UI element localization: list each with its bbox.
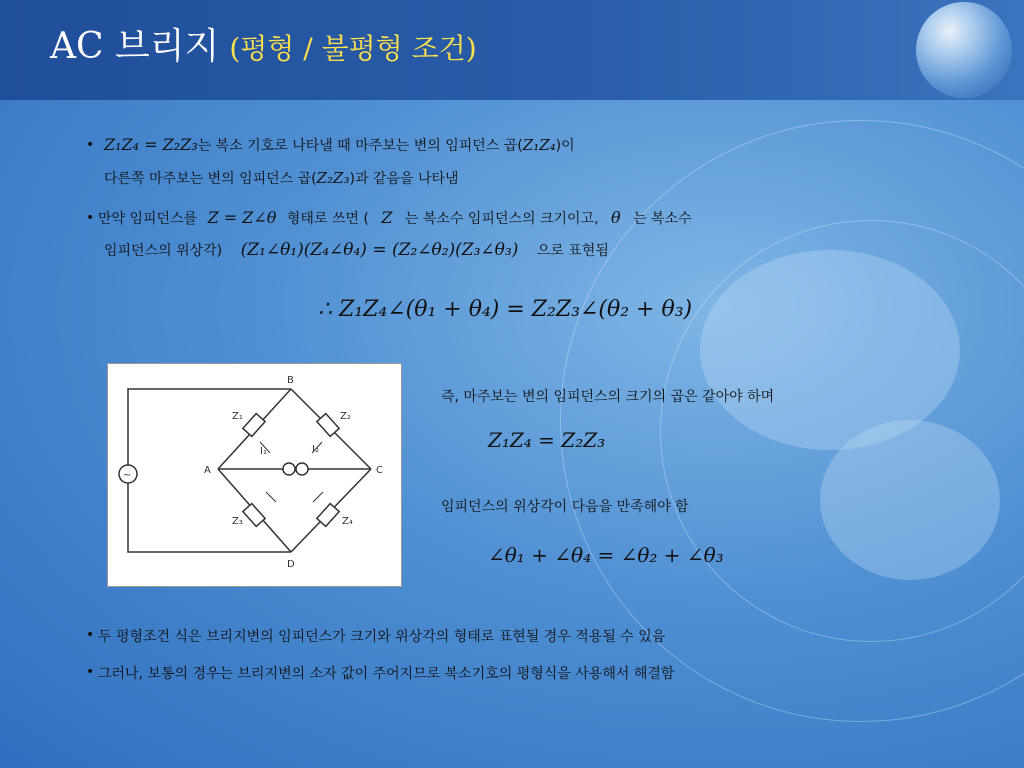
node-d-label: D [287, 559, 295, 570]
magnitude-condition-text: 즉, 마주보는 변의 임피던스의 크기의 곱은 같아야 하며 [441, 389, 775, 405]
bullet-1-line-2 [104, 168, 459, 188]
bullet-symbol: • [86, 664, 95, 680]
phase-equation: ∠θ₁ + ∠θ₄ = ∠θ₂ + ∠θ₃ [488, 543, 724, 567]
text: 만약 임피던스를 [98, 211, 198, 227]
z1-label: Z₁ [232, 411, 243, 422]
equation-balance: Z₁Z₄ = Z₂Z₃ [104, 135, 198, 154]
impedance-z3 [243, 504, 265, 527]
magnitude-equation: Z₁Z₄ = Z₂Z₃ [488, 428, 606, 452]
bullet-4: 그러나, 보통의 경우는 브리지변의 소자 값이 주어지므로 복소기호의 평형식을 사용해서 해결함 [98, 666, 675, 682]
slide-title [50, 18, 477, 69]
text: 으로 표현됨 [536, 243, 609, 259]
z4-label: Z₄ [342, 516, 353, 527]
text: )과 같음을 나타냄 [349, 171, 459, 187]
bullet-3: 두 평형조건 식은 브리지변의 임피던스가 크기와 위상각의 형태로 표현될 경우 적용될 수 있음 [98, 629, 666, 645]
z3-label: Z₃ [232, 516, 243, 527]
phase-condition-text: 임피던스의 위상각이 다음을 만족해야 함 [441, 499, 689, 515]
node-a-label: A [204, 465, 211, 476]
text: 형태로 쓰면 ( [286, 211, 369, 227]
product-z1z4: Z₁Z₄ [522, 136, 556, 154]
globe-icon [916, 2, 1012, 98]
text: )이 [555, 138, 575, 154]
bullet-symbol: • [86, 137, 95, 153]
polar-equation: (Z₁∠θ₁)(Z₄∠θ₄) = (Z₂∠θ₂)(Z₃∠θ₃) [240, 240, 519, 260]
text: 는 복소 기호로 나타낼 때 마주보는 변의 임피던스 곱( [197, 138, 523, 154]
bridge-circuit-diagram [107, 363, 402, 587]
text: 는 복소수 임피던스의 크기이고, [404, 211, 599, 227]
bullet-2-line-2 [104, 240, 609, 260]
circuit-svg [108, 364, 401, 586]
node-b-label: B [287, 375, 294, 386]
impedance-z4 [317, 504, 339, 527]
i1-label: I₁ [260, 446, 267, 457]
product-z2z3: Z₂Z₃ [316, 169, 350, 187]
impedance-form: Z = Z∠θ [207, 208, 277, 227]
bullet-symbol: • [86, 627, 95, 643]
main-equation: ∴ Z₁Z₄∠(θ₁ + θ₄) = Z₂Z₃∠(θ₂ + θ₃) [318, 297, 693, 322]
symbol-theta: θ [610, 208, 621, 227]
source-symbol: ~ [123, 470, 132, 481]
title-main: AC 브리지 [50, 26, 220, 67]
text: 다른쪽 마주보는 변의 임피던스 곱( [104, 171, 317, 187]
node-c-label: C [376, 465, 383, 476]
bullet-2-line-1 [98, 208, 692, 228]
bullet-1-line-1 [104, 135, 575, 155]
i2-label: I₂ [312, 444, 319, 455]
impedance-z1 [243, 414, 265, 437]
z2-label: Z₂ [340, 411, 351, 422]
title-subtitle: (평형 / 불평형 조건) [229, 32, 477, 65]
text: 임피던스의 위상각) [104, 243, 223, 259]
bullet-symbol: • [86, 210, 95, 226]
text: 는 복소수 [633, 211, 692, 227]
detector-icon [283, 463, 295, 475]
symbol-z: Z [381, 208, 393, 227]
